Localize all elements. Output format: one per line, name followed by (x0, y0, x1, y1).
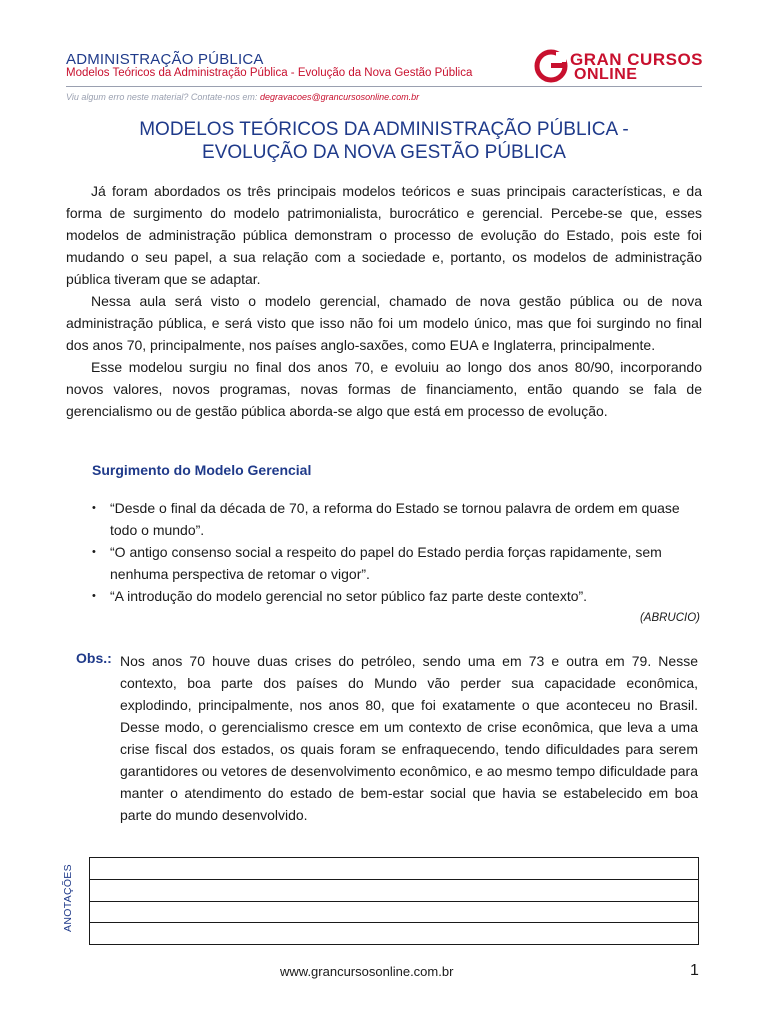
list-item-text: “Desde o final da década de 70, a reforma do Estado se tornou palavra de ordem em quase todo o mundo”. (110, 500, 680, 538)
header-divider (66, 86, 702, 87)
header-subtitle: Modelos Teóricos da Administração Pública - Evolução da Nova Gestão Pública (66, 67, 473, 79)
paragraph-1: Já foram abordados os três principais modelos teóricos e suas principais características, e da forma de surgimento do modelo patrimonialista, burocrático e gerencial. Percebe-se que, esses modelos de administração pública demonstram o processo de evolução do Estado, pois este foi mudando o seu papel, a sua relação com a sociedade e, portanto, os modelos de administração pública tiveram que se adaptar. (66, 183, 702, 287)
paragraph-3: Esse modelou surgiu no final dos anos 70, e evoluiu ao longo dos anos 80/90, incorporando novos valores, novos programas, novas formas de financiamento, então quando se fala de gerencialismo ou de gestão pública aborda-se algo que está em processo de evolução. (66, 359, 702, 419)
title-line-2: EVOLUÇÃO DA NOVA GESTÃO PÚBLICA (202, 142, 566, 163)
citation: (ABRUCIO) (639, 612, 700, 624)
list-item-text: “O antigo consenso social a respeito do papel do Estado perdia forças rapidamente, sem nenhuma perspectiva de retomar o vigor”. (110, 544, 662, 582)
gran-cursos-logo (534, 48, 702, 84)
contact-email-link[interactable]: degravacoes@grancursosonline.com.br (259, 92, 420, 102)
logo-line1: GRAN CURSOS (570, 50, 704, 69)
notes-label-text: ANOTAÇÕES (62, 864, 74, 932)
paragraph-2: Nessa aula será visto o modelo gerencial, chamado de nova gestão pública ou de nova administração pública, e será visto que isso não foi um modelo único, mas que foi surgindo no final dos anos 70, principalmente, nos países anglo-saxões, como EUA e Inglaterra, principalmente. (66, 293, 702, 353)
obs-text: Nos anos 70 houve duas crises do petróleo, sendo uma em 73 e outra em 79. Nesse contexto, boa parte dos países do Mundo vão perder sua capacidade econômica, explodindo, principalmente, nos anos 80, que foi exatamente o que aconteceu no Brasil. Desse modo, o gerencialismo cresce em um contexto de crise econômica, que leva a uma crise fiscal dos estados, os quais foram se enfraquecendo, tendo dificuldades para serem garantidores ou vetores de desenvolvimento econômico, e ao mesmo tempo dificuldade para manter o atendimento do estado de bem-estar social que havia se estabelecido em boa parte do mundo desenvolvido. (120, 653, 698, 823)
header-title: ADMINISTRAÇÃO PÚBLICA (66, 51, 264, 68)
quote-list (92, 497, 702, 607)
list-item (92, 497, 702, 541)
list-item-text: “A introdução do modelo gerencial no setor público faz parte deste contexto”. (110, 588, 588, 604)
bullet-icon: • (92, 546, 96, 558)
logo-g-icon (534, 49, 568, 83)
document-title (66, 118, 702, 164)
section-heading: Surgimento do Modelo Gerencial (92, 462, 312, 478)
contact-line (66, 92, 419, 102)
title-line-1: MODELOS TEÓRICOS DA ADMINISTRAÇÃO PÚBLICA - (139, 119, 629, 140)
obs-label: Obs.: (76, 650, 112, 666)
page-number: 1 (690, 962, 699, 979)
notes-line (90, 922, 698, 923)
bullet-icon: • (92, 502, 96, 514)
notes-line (90, 901, 698, 902)
notes-box[interactable] (89, 857, 699, 945)
list-item (92, 585, 702, 607)
notes-line (90, 879, 698, 880)
footer-url[interactable]: www.grancursosonline.com.br (280, 964, 454, 979)
list-item (92, 541, 702, 585)
logo-line2: ONLINE (574, 66, 638, 83)
contact-prefix: Viu algum erro neste material? Contate-nos em: (66, 92, 260, 102)
body-text (66, 180, 702, 422)
notes-label (58, 862, 78, 942)
bullet-icon: • (92, 590, 96, 602)
